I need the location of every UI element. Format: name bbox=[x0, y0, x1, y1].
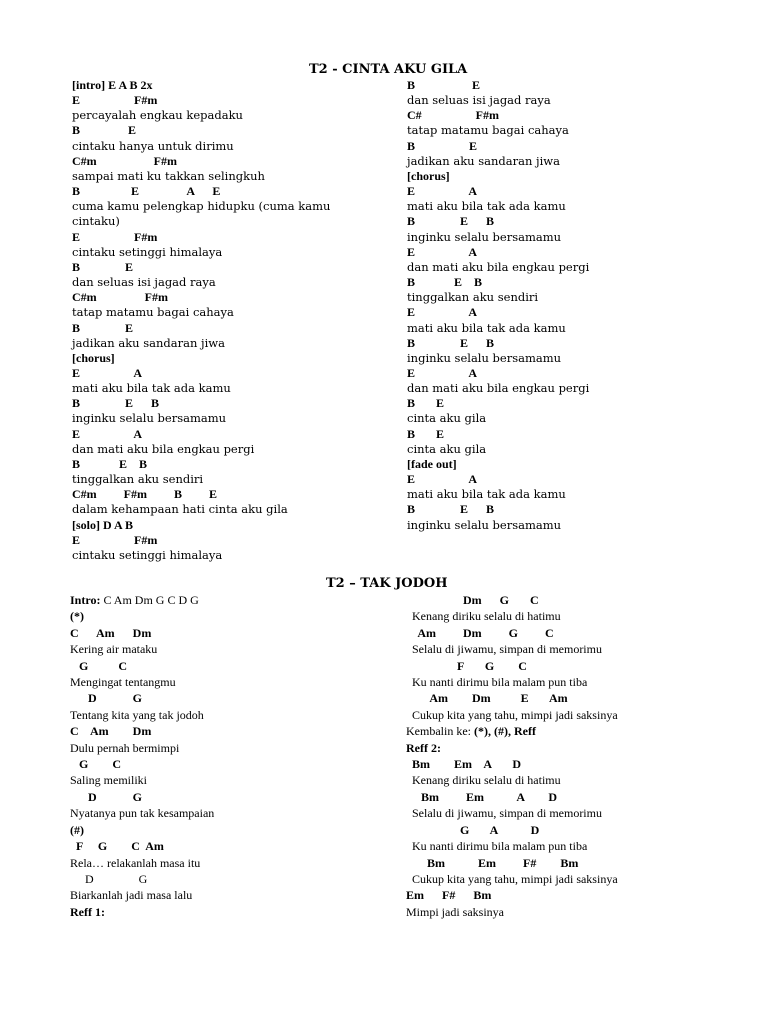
lyric-line: jadikan aku sandaran jiwa bbox=[72, 335, 225, 350]
chord-line: B E B bbox=[407, 275, 483, 290]
lyric-line: cintaku hanya untuk dirimu bbox=[72, 138, 234, 153]
lyric-line: Dulu pernah bermimpi bbox=[70, 740, 180, 755]
lyric-line: Nyatanya pun tak kesampaian bbox=[70, 806, 215, 821]
chord-line: C# F#m bbox=[407, 108, 499, 123]
lyric-line: dan seluas isi jagad raya bbox=[407, 93, 551, 108]
lyric-line: Saling memiliki bbox=[70, 773, 147, 788]
chord-line: B E bbox=[407, 426, 445, 441]
lyric-line: Kenang diriku selalu di hatimu bbox=[406, 773, 561, 788]
lyric-line: mati aku bila tak ada kamu bbox=[407, 199, 566, 214]
chord-line: B E bbox=[407, 138, 478, 153]
lyric-line: inginku selalu bersamamu bbox=[407, 229, 562, 244]
lyric-line: Ku nanti dirimu bila malam pun tiba bbox=[406, 839, 588, 854]
chord-line: E F#m bbox=[72, 229, 158, 244]
chord-line: C Am Dm bbox=[70, 625, 152, 640]
chord-line: E A bbox=[407, 244, 478, 259]
line-text: C Am Dm G C D G bbox=[100, 593, 199, 607]
lyric-line: dan mati aku bila engkau pergi bbox=[407, 259, 590, 274]
lyric-line: sampai mati ku takkan selingkuh bbox=[72, 168, 265, 183]
chord-line: C#m F#m bbox=[72, 153, 177, 168]
line-label: Intro: bbox=[70, 593, 101, 607]
chord-line: G C bbox=[70, 757, 121, 772]
chord-line: E F#m bbox=[72, 93, 158, 108]
lyric-line: inginku selalu bersamamu bbox=[407, 517, 562, 532]
lyric-line: Rela… relakanlah masa itu bbox=[70, 855, 201, 870]
chord-line: B E bbox=[407, 78, 481, 92]
lyric-line: Selalu di jiwamu, simpan di memorimu bbox=[406, 642, 602, 657]
lyric-line: dan mati aku bila engkau pergi bbox=[72, 441, 255, 456]
chord-line: Bm Em A D bbox=[406, 789, 558, 804]
chord-line: B E bbox=[72, 259, 134, 274]
chord-line: C#m F#m B E bbox=[72, 487, 217, 502]
chord-line: E A bbox=[407, 365, 478, 380]
chord-line: B E B bbox=[407, 502, 495, 517]
chord-line: Am Dm G C bbox=[406, 625, 554, 640]
lyric-line: tatap matamu bagai cahaya bbox=[407, 123, 569, 138]
lyric-line: tinggalkan aku sendiri bbox=[72, 472, 204, 487]
chord-line: Bm Em F# Bm bbox=[406, 855, 579, 870]
lyric-line: cintaku) bbox=[72, 214, 120, 229]
lyric-line: Tentang kita yang tak jodoh bbox=[70, 707, 204, 722]
lyric-line: Selalu di jiwamu, simpan di memorimu bbox=[406, 806, 602, 821]
mixed-line bbox=[406, 723, 746, 739]
chord-line: B E B bbox=[407, 335, 495, 350]
lyric-line: cinta aku gila bbox=[407, 441, 487, 456]
lyric-line: mati aku bila tak ada kamu bbox=[407, 320, 566, 335]
song-title: T2 – TAK JODOH bbox=[326, 576, 448, 591]
lyric-line: Mimpi jadi saksinya bbox=[406, 904, 504, 919]
lyric-line: Cukup kita yang tahu, mimpi jadi saksinya bbox=[406, 707, 618, 722]
lyric-line: cintaku setinggi himalaya bbox=[72, 244, 223, 259]
song-column-left bbox=[72, 78, 372, 563]
lyric-line: mati aku bila tak ada kamu bbox=[407, 487, 566, 502]
lyric-line: jadikan aku sandaran jiwa bbox=[407, 153, 560, 168]
chord-line: E A bbox=[72, 426, 143, 441]
section-label: [fade out] bbox=[407, 456, 457, 471]
chord-line: D G bbox=[70, 691, 142, 706]
lyric-line: tinggalkan aku sendiri bbox=[407, 290, 539, 305]
lyric-line: Biarkanlah jadi masa lalu bbox=[70, 888, 193, 903]
lyric-line: Kering air mataku bbox=[70, 642, 158, 657]
lyric-line: cinta aku gila bbox=[407, 411, 487, 426]
lyric-line: percayalah engkau kepadaku bbox=[72, 108, 243, 123]
section-label: (*) bbox=[70, 609, 84, 624]
line-text: Kembalin ke: bbox=[406, 724, 474, 739]
section-label: [intro] E A B 2x bbox=[72, 78, 153, 92]
chord-line: F G C Am bbox=[70, 839, 164, 854]
chord-line: Bm Em A D bbox=[406, 757, 522, 772]
chord-line: B E B bbox=[72, 396, 160, 411]
lyric-line: tatap matamu bagai cahaya bbox=[72, 305, 234, 320]
mixed-line bbox=[70, 592, 370, 608]
lyric-line: Kenang diriku selalu di hatimu bbox=[406, 609, 561, 624]
section-label: Reff 1: bbox=[70, 904, 105, 919]
lyric-line: inginku selalu bersamamu bbox=[407, 350, 562, 365]
chord-line: Dm G C bbox=[406, 593, 539, 607]
lyric-line: dan seluas isi jagad raya bbox=[72, 275, 216, 290]
chord-line: G C bbox=[70, 658, 127, 673]
section-label: [chorus] bbox=[72, 350, 115, 365]
chord-line: B E B bbox=[407, 214, 495, 229]
lyric-line: cuma kamu pelengkap hidupku (cuma kamu bbox=[72, 199, 331, 214]
chord-line: B E bbox=[407, 396, 445, 411]
chord-line: E F#m bbox=[72, 532, 158, 547]
line-label: (*), (#), Reff bbox=[473, 724, 536, 739]
chord-line: C#m F#m bbox=[72, 290, 168, 305]
song-column-right bbox=[407, 78, 707, 533]
lyric-line: dan mati aku bila engkau pergi bbox=[407, 381, 590, 396]
lyric-line: inginku selalu bersamamu bbox=[72, 411, 227, 426]
chord-line: B E bbox=[72, 123, 137, 138]
chord-line: B E bbox=[72, 320, 134, 335]
lyric-line: cintaku setinggi himalaya bbox=[72, 547, 223, 562]
chord-line: C Am Dm bbox=[70, 724, 152, 739]
chord-line: G A D bbox=[406, 822, 540, 837]
lyric-line: mati aku bila tak ada kamu bbox=[72, 381, 231, 396]
chord-line: Em F# Bm bbox=[406, 888, 492, 903]
section-label: [solo] D A B bbox=[72, 517, 134, 532]
lyric-line: dalam kehampaan hati cinta aku gila bbox=[72, 502, 288, 517]
lyric-line: Cukup kita yang tahu, mimpi jadi saksinya bbox=[406, 871, 618, 886]
chord-line: E A bbox=[407, 472, 478, 487]
section-label: [chorus] bbox=[407, 168, 450, 183]
chord-line: E A bbox=[407, 305, 478, 320]
chord-line: E A bbox=[72, 365, 143, 380]
chord-line: F G C bbox=[406, 658, 527, 673]
chord-line: D G bbox=[70, 789, 142, 804]
chord-line: B E A E bbox=[72, 184, 221, 199]
lyric-line: Ku nanti dirimu bila malam pun tiba bbox=[406, 675, 588, 690]
chord-line: Am Dm E Am bbox=[406, 691, 568, 706]
chord-line: E A bbox=[407, 184, 478, 199]
song-title: T2 - CINTA AKU GILA bbox=[309, 62, 468, 77]
song-column-left bbox=[70, 592, 370, 920]
song-column-right bbox=[406, 592, 746, 920]
chord-line: B E B bbox=[72, 456, 148, 471]
section-label: (#) bbox=[70, 822, 84, 837]
lyric-line: D G bbox=[70, 871, 148, 886]
lyric-line: Mengingat tentangmu bbox=[70, 675, 176, 690]
section-label: Reff 2: bbox=[406, 740, 441, 755]
